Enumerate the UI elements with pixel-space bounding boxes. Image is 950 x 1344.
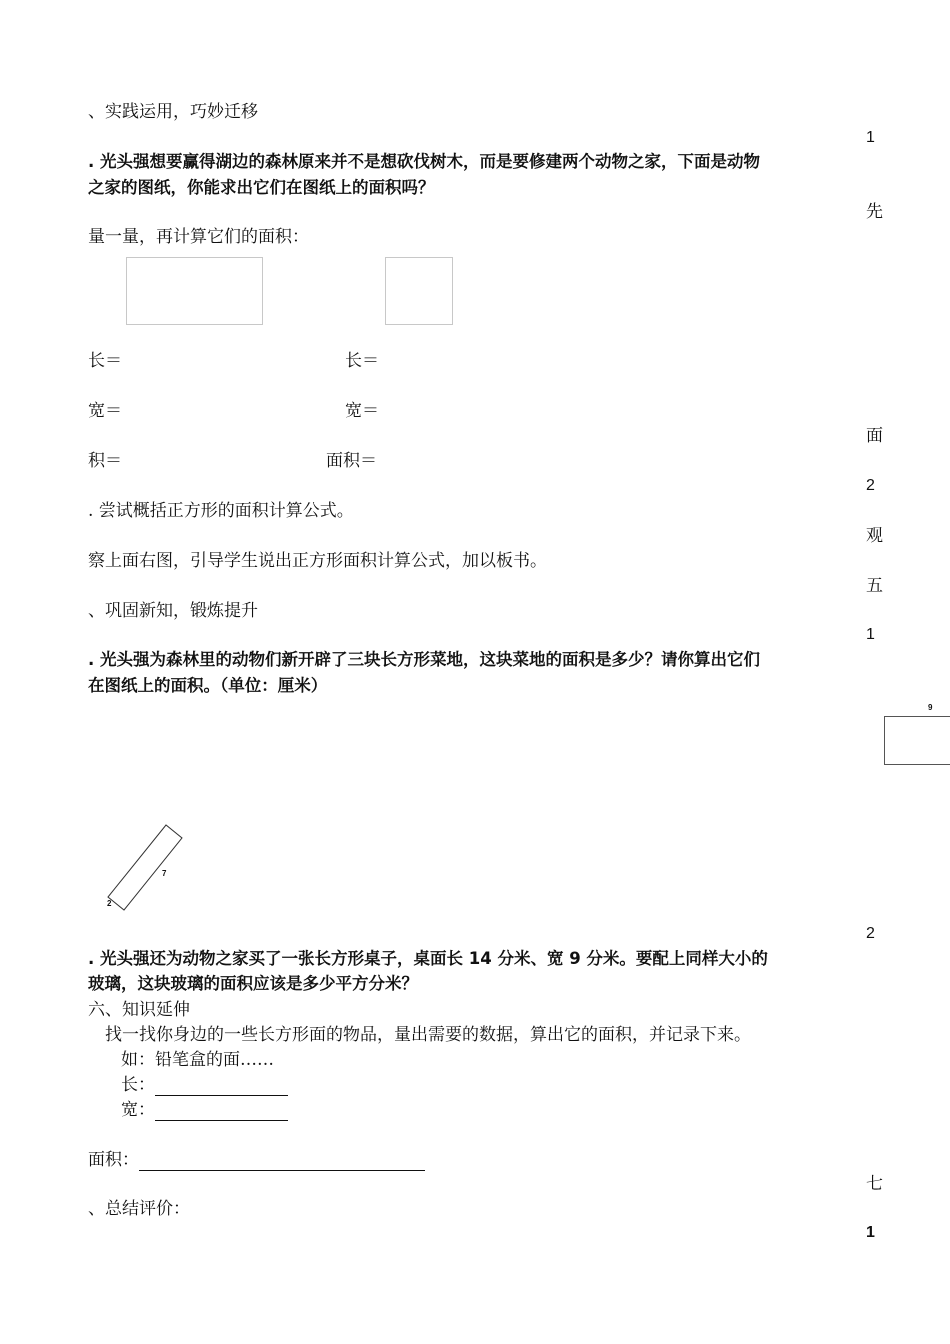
extension-area-label: 面积： — [88, 1150, 139, 1170]
margin-number: 1 — [866, 626, 875, 643]
rect-width-label: 宽＝ — [88, 401, 122, 421]
margin-number: 2 — [866, 477, 875, 494]
square-width-label: 宽＝ — [345, 401, 379, 421]
extension-task: 找一找你身边的一些长方形面的物品，量出需要的数据，算出它的面积，并记录下来。 — [105, 1025, 751, 1045]
square-area-label: 面积＝ — [326, 451, 377, 471]
figure-side-label-7: 7 — [162, 869, 167, 878]
area-answer-line[interactable] — [139, 1154, 425, 1171]
question-1-instruction: 量一量，再计算它们的面积： — [88, 227, 309, 247]
margin-figure-box — [884, 716, 950, 765]
extension-width-label: 宽： — [121, 1100, 155, 1120]
width-answer-line[interactable] — [155, 1104, 288, 1121]
question-3-line-2: 在图纸上的面积。（单位：厘米） — [88, 676, 328, 695]
margin-char: 五 — [866, 576, 883, 596]
margin-number: 1 — [866, 1224, 875, 1241]
section-heading-practice: 、实践运用，巧妙迁移 — [88, 102, 258, 122]
extension-area-row — [88, 1149, 425, 1171]
tilted-rectangle-figure — [100, 815, 200, 915]
question-4-line-1: . 光头强还为动物之家买了一张长方形桌子，桌面长 14 分米、宽 9 分米。要配上同样大小的 — [88, 949, 768, 968]
rect-length-label: 长＝ — [88, 351, 122, 371]
margin-char: 观 — [866, 526, 883, 546]
section-heading-consolidate: 、巩固新知，锻炼提升 — [88, 601, 258, 621]
rect-area-label: 积＝ — [88, 451, 122, 471]
section-heading-extend: 六、知识延伸 — [88, 1000, 190, 1020]
margin-char: 七 — [866, 1174, 883, 1194]
margin-number: 1 — [866, 129, 875, 146]
extension-width-row — [121, 1099, 288, 1121]
section-heading-summary: 、总结评价： — [88, 1199, 190, 1219]
question-2-line-1: . 尝试概括正方形的面积计算公式。 — [88, 501, 354, 521]
extension-example: 如：铅笔盒的面…… — [121, 1050, 274, 1070]
length-answer-line[interactable] — [155, 1079, 288, 1096]
square-figure — [385, 257, 453, 325]
margin-number: 2 — [866, 925, 875, 942]
extension-length-label: 长： — [121, 1075, 155, 1095]
question-1-line-2: 之家的图纸，你能求出它们在图纸上的面积吗？ — [88, 178, 435, 197]
question-4-line-2: 玻璃，这块玻璃的面积应该是多少平方分米？ — [88, 974, 418, 993]
question-3-line-1: . 光头强为森林里的动物们新开辟了三块长方形菜地，这块菜地的面积是多少？请你算出它们 — [88, 650, 761, 669]
margin-char: 先 — [866, 202, 883, 222]
figure-side-label-2: 2 — [107, 899, 112, 908]
rectangle-figure — [126, 257, 263, 325]
margin-char: 面 — [866, 426, 883, 446]
question-1-line-1: . 光头强想要赢得湖边的森林原来并不是想砍伐树木，而是要修建两个动物之家，下面是动物 — [88, 152, 761, 171]
question-2-line-2: 察上面右图，引导学生说出正方形面积计算公式，加以板书。 — [88, 551, 547, 571]
square-length-label: 长＝ — [345, 351, 379, 371]
extension-length-row — [121, 1074, 288, 1096]
margin-figure-label: 9 — [928, 703, 933, 712]
